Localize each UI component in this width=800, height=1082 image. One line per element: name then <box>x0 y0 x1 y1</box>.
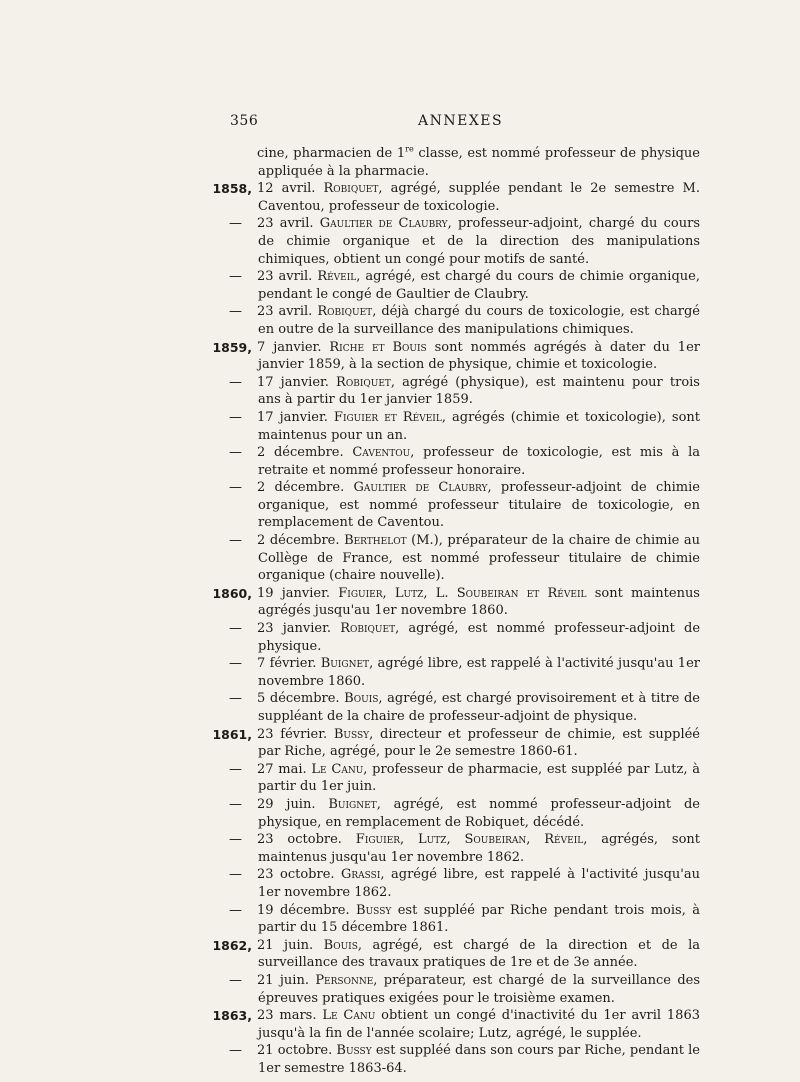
entry-text <box>258 339 700 374</box>
entry-marker: 1860, <box>212 585 252 601</box>
entry-text <box>258 1007 700 1042</box>
entry-description: , directeur et professeur de chimie, est suppléé par Riche, agrégé, pour le 2e semestre 1860-61. <box>258 726 700 760</box>
entry-text <box>258 479 700 532</box>
entry-date: 23 avril. <box>257 304 318 320</box>
entry-date: 21 octobre. <box>257 1043 337 1059</box>
entry-text <box>258 902 700 937</box>
chronology-entry <box>210 303 700 338</box>
chronology-entry <box>210 339 700 374</box>
person-names: Buignet <box>320 656 370 672</box>
entry-date: 23 octobre. <box>257 832 356 848</box>
person-names: Bussy <box>356 902 392 918</box>
entry-text <box>258 690 700 725</box>
entry-description: , professeur de toxicologie, est mis à la retraite et nommé professeur honoraire. <box>258 445 701 478</box>
chronology-entry <box>210 444 700 479</box>
entry-marker: — <box>229 902 242 918</box>
person-names: Bussy <box>336 1043 372 1059</box>
chronology-entry <box>210 902 700 937</box>
entry-marker: — <box>229 1043 242 1059</box>
entry-marker: 1858, <box>212 181 252 197</box>
person-names: Le Canu <box>322 1008 376 1024</box>
entry-description: , agrégé, supplée pendant le 2e semestre M. Caventou, professeur de toxicologie. <box>258 181 700 214</box>
entry-text <box>258 532 700 585</box>
entry-description: , agrégé, est chargé du cours de chimie organique, pendant le congé de Gaultier de Claubry. <box>258 269 700 302</box>
entry-text <box>258 374 700 409</box>
entry-description: , professeur-adjoint, chargé du cours de chimie organique et de la direction des manipulations chimiques, obtient un congé pour motifs de santé. <box>258 216 700 267</box>
chronology-entry <box>210 1007 700 1042</box>
entry-marker: — <box>229 656 242 672</box>
entry-text <box>258 620 700 655</box>
chronology-entry <box>210 268 700 303</box>
entry-date: 23 février. <box>257 726 334 742</box>
chronology-entry <box>210 866 700 901</box>
entry-date: 2 décembre. <box>257 445 353 461</box>
entry-description: sont nommés agrégés à dater du 1er janvier 1859, à la section de physique, chimie et toxicologie. <box>258 339 700 373</box>
chronology-entry <box>210 796 700 831</box>
person-names: Gaultier de Claubry <box>353 480 488 496</box>
entry-marker: — <box>229 832 242 848</box>
entry-marker: — <box>229 269 242 285</box>
entry-description: , professeur de pharmacie, est suppléé par Lutz, à partir du 1er juin. <box>258 761 700 795</box>
chronology-entry <box>210 479 700 532</box>
person-names: Caventou <box>352 445 411 461</box>
entry-description: classe, est nommé professeur de physique appliquée à la pharmacie. <box>258 146 700 179</box>
chronology-entry <box>210 585 700 620</box>
entry-text <box>258 972 700 1007</box>
entry-date: 19 janvier. <box>257 585 339 601</box>
chronology-entry <box>210 374 700 409</box>
entry-date: 23 mars. <box>257 1008 323 1024</box>
person-names: Bouis <box>344 691 379 707</box>
entry-text <box>258 585 700 620</box>
entry-date: 12 avril. <box>257 181 324 197</box>
entry-date: 5 décembre. <box>257 691 345 707</box>
chronology-entry <box>210 690 700 725</box>
entry-description: , agrégé (physique), est maintenu pour trois ans à partir du 1er janvier 1859. <box>258 374 700 408</box>
entry-description: , agrégé, est nommé professeur-adjoint de physique. <box>258 621 701 654</box>
entry-description: est suppléé dans son cours par Riche, pendant le 1er semestre 1863-64. <box>258 1043 701 1076</box>
entry-marker: — <box>229 691 242 707</box>
entry-text <box>258 145 700 180</box>
person-names: Buignet <box>328 796 377 812</box>
entry-marker: — <box>229 972 242 988</box>
chronology-entry <box>210 180 700 215</box>
entry-marker: — <box>229 445 242 461</box>
entry-date: 23 avril. <box>257 216 320 232</box>
person-names: Gaultier de Claubry <box>319 216 448 232</box>
entry-text <box>258 303 700 338</box>
entry-text <box>258 726 700 761</box>
entry-text <box>258 796 700 831</box>
entry-marker: — <box>229 409 242 425</box>
entry-description: , agrégés, sont maintenus jusqu'au 1er novembre 1862. <box>258 832 700 865</box>
entry-description: est suppléé par Riche pendant trois mois, à partir du 15 décembre 1861. <box>258 902 700 936</box>
entry-marker: — <box>229 761 242 777</box>
entry-text <box>258 409 700 444</box>
entry-date: 21 juin. <box>257 937 324 953</box>
entry-description: , agrégé, est chargé provisoirement et à titre de suppléant de la chaire de professeur-adjoint de physique. <box>258 691 700 724</box>
chronology-entry <box>210 620 700 655</box>
person-names: Robiquet <box>323 181 379 197</box>
entry-date: cine, pharmacien de 1 <box>257 146 406 161</box>
person-names: Robiquet <box>336 374 391 390</box>
page-header <box>230 113 690 137</box>
entry-description: , agrégé, est chargé de la direction et de la surveillance des travaux pratiques de 1re et de 3e année. <box>258 937 701 971</box>
entry-text <box>258 937 700 972</box>
entry-date: 17 janvier. <box>257 409 334 425</box>
entry-text <box>258 655 700 690</box>
entry-description: , déjà chargé du cours de toxicologie, est chargé en outre de la surveillance des manipulations chimiques. <box>258 304 700 337</box>
chronology-entry <box>210 145 700 180</box>
entry-marker: — <box>229 621 242 637</box>
chronology-entry <box>210 532 700 585</box>
person-names: Figuier et Réveil <box>333 409 442 425</box>
entry-text <box>258 215 700 268</box>
entry-date: 19 décembre. <box>257 902 357 918</box>
entry-date: 21 juin. <box>257 972 316 988</box>
chronology-entry <box>210 937 700 972</box>
entry-text <box>258 831 700 866</box>
entry-text <box>258 180 700 215</box>
entry-date: 27 mai. <box>257 761 312 777</box>
entry-marker: 1863, <box>212 1008 252 1024</box>
entry-marker: 1861, <box>212 726 252 742</box>
entry-text <box>258 268 700 303</box>
chronology-entry <box>210 972 700 1007</box>
entry-marker: — <box>229 533 242 549</box>
person-names: Bouis <box>323 937 358 953</box>
entry-date: 29 juin. <box>257 796 329 812</box>
person-names: Berthelot <box>344 533 407 549</box>
entry-marker: — <box>229 304 242 320</box>
entry-description: , professeur-adjoint de chimie organique, est nommé professeur titulaire de toxicologie, en remplacement de Caventou. <box>258 480 700 531</box>
entry-text <box>258 1042 700 1077</box>
entry-description: , agrégé libre, est rappelé à l'activité jusqu'au 1er novembre 1860. <box>258 656 700 689</box>
chronology-entry <box>210 215 700 268</box>
person-names: Robiquet <box>340 621 396 637</box>
entry-date: 2 décembre. <box>257 480 354 496</box>
entry-text <box>258 761 700 796</box>
chronology-entry <box>210 655 700 690</box>
entry-marker: — <box>229 374 242 390</box>
entry-date: 17 janvier. <box>257 374 337 390</box>
chronology-entry <box>210 1042 700 1077</box>
page-number: 356 <box>230 113 259 129</box>
person-names: Robiquet <box>317 304 373 320</box>
entry-marker: 1862, <box>212 937 252 953</box>
person-names: Personne <box>315 972 374 988</box>
chronology-list <box>210 145 700 1077</box>
chronology-entry <box>210 831 700 866</box>
running-title: ANNEXES <box>418 113 504 129</box>
entry-description: , agrégé, est nommé professeur-adjoint de physique, en remplacement de Robiquet, décédé. <box>258 796 700 830</box>
superscript: re <box>405 144 414 154</box>
chronology-entry <box>210 761 700 796</box>
entry-description: , agrégé libre, est rappelé à l'activité jusqu'au 1er novembre 1862. <box>258 867 700 900</box>
person-names: Figuier, Lutz, Soubeiran, Réveil <box>355 832 584 848</box>
chronology-entry <box>210 409 700 444</box>
entry-text <box>258 866 700 901</box>
entry-description: , préparateur, est chargé de la surveillance des épreuves pratiques exigées pour le troisième examen. <box>258 972 701 1006</box>
entry-date: 23 octobre. <box>257 867 341 883</box>
entry-date: 23 avril. <box>257 269 318 285</box>
entry-description: sont maintenus agrégés jusqu'au 1er novembre 1860. <box>258 585 700 619</box>
person-names: Réveil <box>317 269 357 285</box>
entry-marker: — <box>229 796 242 812</box>
person-names: Le Canu <box>311 761 364 777</box>
entry-text <box>258 444 700 479</box>
person-names: Grassi <box>341 867 381 883</box>
person-names: Figuier, Lutz, L. Soubeiran et Réveil <box>338 585 587 601</box>
entry-marker: 1859, <box>212 339 252 355</box>
entry-description: , agrégés (chimie et toxicologie), sont maintenus pour un an. <box>258 409 700 443</box>
entry-description: obtient un congé d'inactivité du 1er avril 1863 jusqu'à la fin de l'année scolaire; Lutz, agrégé, le supplée. <box>258 1008 700 1041</box>
entry-marker: — <box>229 867 242 883</box>
entry-date: 23 janvier. <box>257 621 341 637</box>
person-names: Bussy <box>333 726 370 742</box>
entry-date: 7 février. <box>257 656 321 672</box>
entry-description: (M.), préparateur de la chaire de chimie au Collège de France, est nommé professeur titulaire de chimie organique (chaire nouvelle). <box>258 533 701 584</box>
chronology-entry <box>210 726 700 761</box>
entry-marker: — <box>229 216 242 232</box>
entry-marker: — <box>229 480 242 496</box>
person-names: Riche et Bouis <box>329 339 427 355</box>
entry-date: 7 janvier. <box>257 339 330 355</box>
entry-date: 2 décembre. <box>257 533 345 549</box>
